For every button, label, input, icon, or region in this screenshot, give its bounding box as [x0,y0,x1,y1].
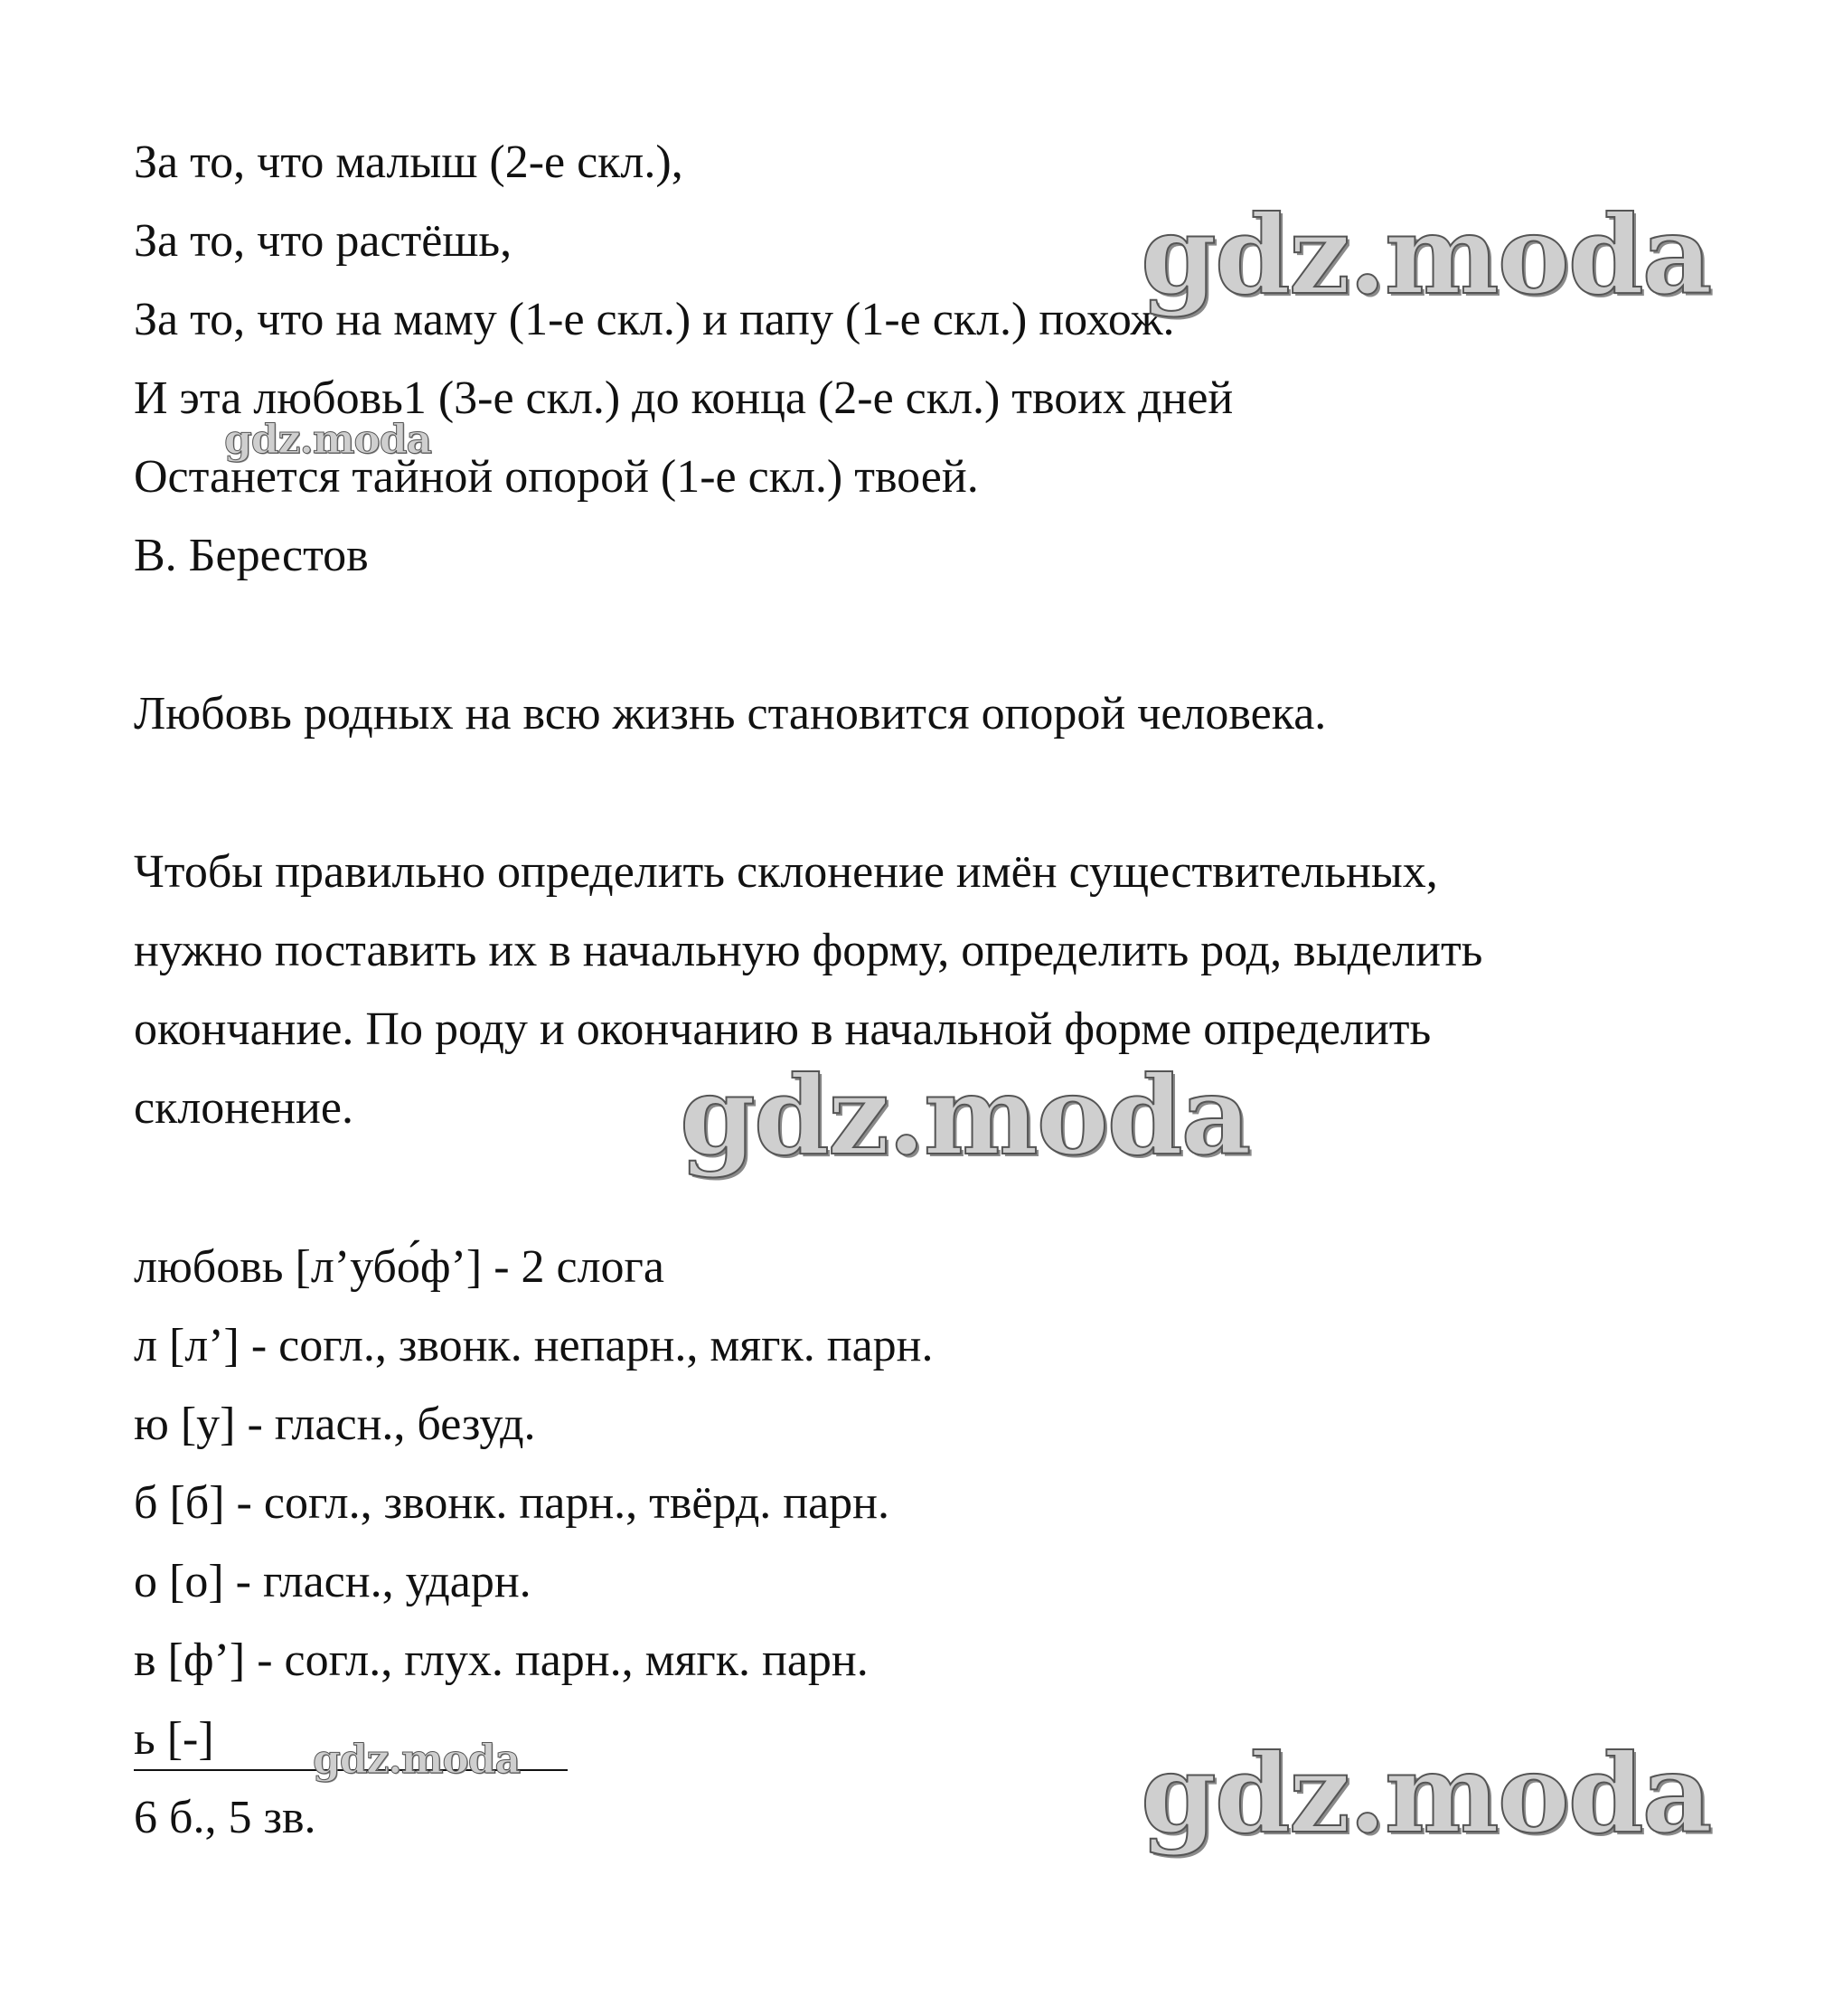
phonetic-row: б [б] - согл., звонк. парн., твёрд. парн. [134,1477,890,1529]
rule-line: Чтобы правильно определить склонение имён существительных, [134,846,1438,898]
main-idea: Любовь родных на всю жизнь становится опорой человека. [134,688,1327,740]
poem-author: В. Берестов [134,530,369,581]
phonetic-row: о [о] - гласн., ударн. [134,1556,531,1607]
rule-line: склонение. [134,1082,353,1134]
poem-line: Останется тайной опорой (1-е скл.) твоей. [134,451,979,503]
poem-line: За то, что на маму (1-е скл.) и папу (1-е скл.) похож. [134,294,1175,345]
phonetic-row: л [л’] - согл., звонк. непарн., мягк. парн. [134,1320,934,1371]
poem-line: За то, что растёшь, [134,215,512,267]
phonetic-row: ь [-] [134,1713,214,1765]
phonetic-row: ю [у] - гласн., безуд. [134,1399,536,1450]
watermark-logo: gdz.moda [680,1052,1250,1180]
poem-line: И эта любовь1 (3-е скл.) до конца (2-е скл.) твоих дней [134,372,1234,424]
watermark-logo: gdz.moda [1141,192,1711,319]
rule-line: окончание. По роду и окончанию в начальной форме определить [134,1003,1432,1055]
watermark-logo: gdz.moda [1141,1730,1711,1858]
phonetic-summary: 6 б., 5 зв. [134,1792,316,1843]
rule-line: нужно поставить их в начальную форму, определить род, выделить [134,925,1483,976]
watermark-logo: gdz.moda [313,1737,521,1783]
phonetic-header: любовь [л’убо́ф’] - 2 слога [134,1241,664,1293]
underline-rule [134,1769,568,1771]
poem-line: За то, что малыш (2-е скл.), [134,137,683,188]
phonetic-row: в [ф’] - согл., глух. парн., мягк. парн. [134,1634,869,1686]
watermark-logo: gdz.moda [224,417,432,463]
